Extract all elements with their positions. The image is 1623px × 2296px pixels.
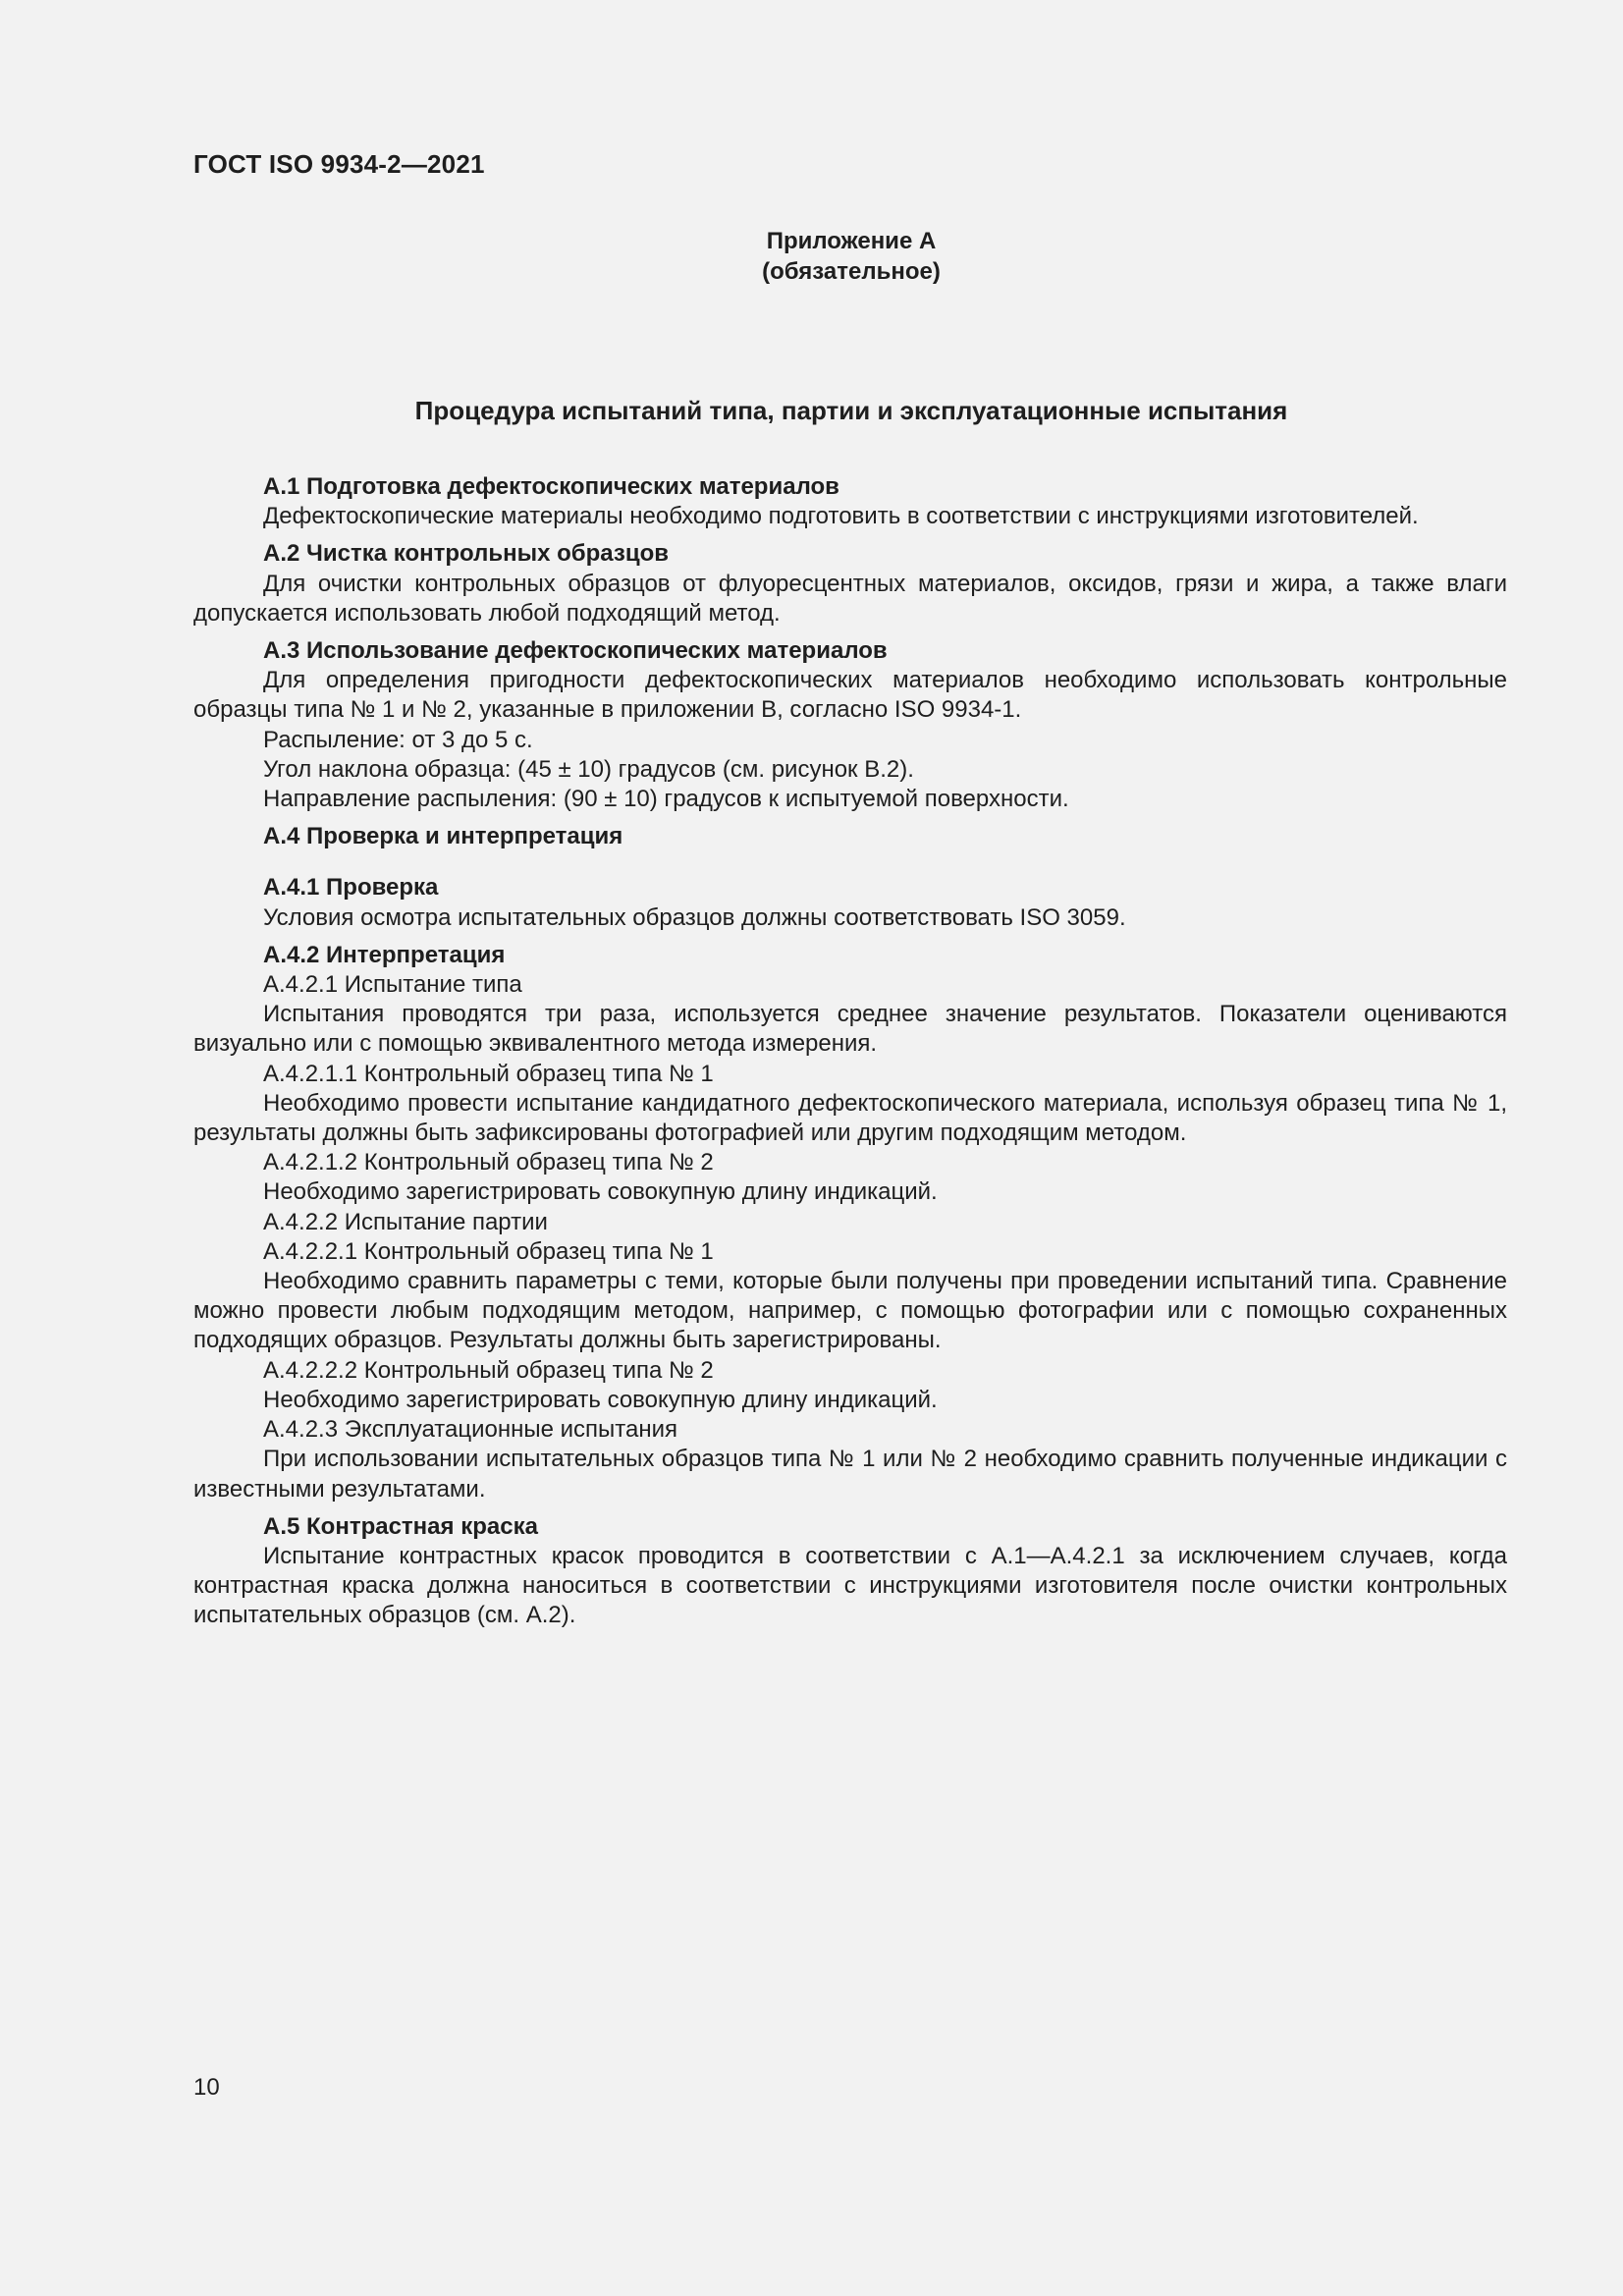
document-code: ГОСТ ISO 9934-2—2021 [193, 149, 485, 179]
section-a422-title: А.4.2.2 Испытание партии [263, 1208, 548, 1235]
section-a3-direction: Направление распыления: (90 ± 10) градусов к испытуемой поверхности. [263, 786, 1069, 813]
section-a4221-title: А.4.2.2.1 Контрольный образец типа № 1 [263, 1237, 714, 1265]
section-a4222-paragraph: Необходимо зарегистрировать совокупную длину индикаций. [263, 1386, 938, 1413]
section-a3-heading: А.3 Использование дефектоскопических материалов [263, 637, 888, 665]
section-a5-paragraph: Испытание контрастных красок проводится в соответствии с А.1—А.4.2.1 за исключением случаев, когда контрастная краска должна наноситься в соответствии с инструкциями изготовителя после очистки контрольных испытательных образцов (см. А.2). [193, 1542, 1507, 1629]
section-a4211-title: А.4.2.1.1 Контрольный образец типа № 1 [263, 1060, 714, 1087]
section-a4221-paragraph: Необходимо сравнить параметры с теми, которые были получены при проведении испытаний типа. Сравнение можно провести любым подходящим методом, например, с помощью фотографии или с помощью сохраненных подходящих образцов. Результаты должны быть зарегистрированы. [193, 1268, 1507, 1354]
section-a3-angle: Угол наклона образца: (45 ± 10) градусов (см. рисунок В.2). [263, 755, 914, 783]
page-number: 10 [193, 2074, 220, 2101]
section-a423-paragraph: При использовании испытательных образцов типа № 1 или № 2 необходимо сравнить полученные индикации с известными результатами. [193, 1446, 1507, 1503]
section-a4222-title: А.4.2.2.2 Контрольный образец типа № 2 [263, 1356, 714, 1384]
annex-title: Процедура испытаний типа, партии и эксплуатационные испытания [414, 396, 1288, 425]
section-a3-paragraph: Для определения пригодности дефектоскопических материалов необходимо использовать контрольные образцы типа № 1 и № 2, указанные в приложении В, согласно ISO 9934-1. [193, 667, 1507, 724]
section-a421-paragraph: Испытания проводятся три раза, используется среднее значение результатов. Показатели оцениваются визуально или с помощью эквивалентного метода измерения. [193, 1001, 1507, 1058]
section-a4212-paragraph: Необходимо зарегистрировать совокупную длину индикаций. [263, 1178, 938, 1206]
section-a4212-title: А.4.2.1.2 Контрольный образец типа № 2 [263, 1149, 714, 1176]
section-a4211-paragraph: Необходимо провести испытание кандидатного дефектоскопического материала, используя образец типа № 1, результаты должны быть зафиксированы фотографией или другим подходящим методом. [193, 1089, 1507, 1147]
section-a41-heading: А.4.1 Проверка [263, 874, 439, 902]
annex-label: Приложение А [766, 228, 937, 254]
section-a1-heading: А.1 Подготовка дефектоскопических материалов [263, 473, 839, 500]
document-body [193, 472, 1507, 1631]
section-a3-spraying: Распыление: от 3 до 5 с. [263, 726, 533, 753]
section-a421-title: А.4.2.1 Испытание типа [263, 971, 522, 999]
section-a41-paragraph: Условия осмотра испытательных образцов должны соответствовать ISO 3059. [263, 903, 1126, 931]
section-a5-heading: А.5 Контрастная краска [263, 1512, 538, 1540]
section-a423-title: А.4.2.3 Эксплуатационные испытания [263, 1416, 678, 1444]
section-a4-heading: А.4 Проверка и интерпретация [263, 823, 623, 850]
section-a42-heading: А.4.2 Интерпретация [263, 941, 506, 968]
section-a1-paragraph: Дефектоскопические материалы необходимо подготовить в соответствии с инструкциями изготовителей. [263, 503, 1419, 530]
annex-status: (обязательное) [762, 258, 941, 285]
annex-heading [193, 226, 1509, 287]
section-a2-paragraph: Для очистки контрольных образцов от флуоресцентных материалов, оксидов, грязи и жира, а также влаги допускается использовать любой подходящий метод. [193, 570, 1507, 627]
section-a2-heading: А.2 Чистка контрольных образцов [263, 540, 669, 568]
